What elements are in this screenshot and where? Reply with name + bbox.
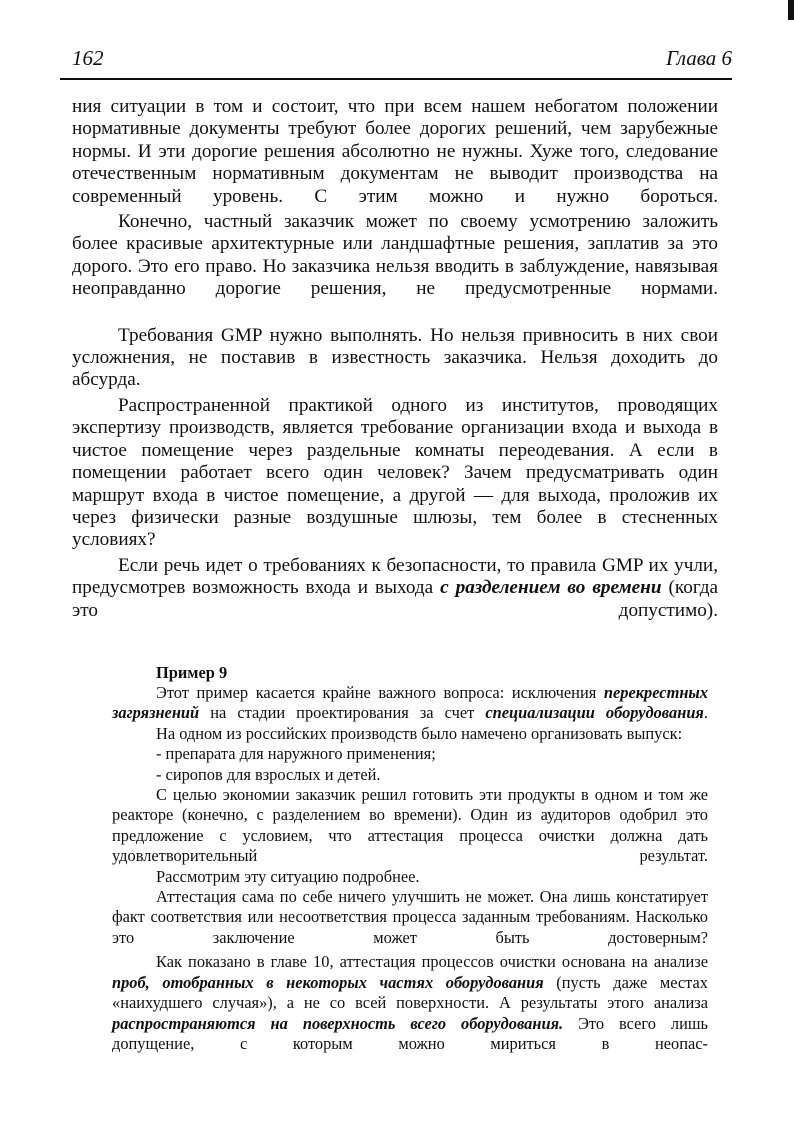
- paragraph: [112, 952, 708, 1054]
- text-run: Если речь идет о требованиях к безопасности, то правила GMP их учли, предусмотрев возможность входа и выхода: [72, 554, 718, 599]
- page-corner-mark: [788, 0, 794, 20]
- emphasis: с разделением во времени: [440, 577, 662, 599]
- header-divider: [60, 78, 732, 80]
- emphasis: перекрестных загрязнений: [112, 683, 708, 723]
- paragraph: [112, 683, 708, 724]
- example-title: Пример 9: [156, 663, 228, 682]
- paragraph: Аттестация сама по себе ничего улучшить не может. Она лишь констатирует факт соответствия или несоответствия процесса заданным требованиям. Насколько это заключение может быть достоверным?: [112, 887, 708, 947]
- text-run: (пусть даже местах «наихудшего случая»), а не со всей поверхности. А результаты этого анализа: [112, 972, 708, 1013]
- main-text: [72, 96, 718, 622]
- paragraph: С целью экономии заказчик решил готовить эти продукты в одном и том же реакторе (конечно, с разделением во времени). Один из аудиторов одобрил это предложение с условием, что аттестация процесса очистки должна дать удовлетворительный результат.: [112, 785, 708, 866]
- paragraph: ния ситуации в том и состоит, что при всем нашем небогатом положении нормативные документы требуют более дорогих решений, чем зарубежные нормы. И эти дорогие решения абсолютно не нужны. Хуже того, следование отечественным нормативным документам не выводит производства на современный уровень. С этим можно и нужно бороться.: [72, 96, 718, 207]
- paragraph: Требования GMP нужно выполнять. Но нельзя привносить в них свои усложнения, не поставив в известность заказчика. Нельзя доходить до абсурда.: [72, 324, 718, 391]
- text-run: .: [703, 703, 708, 723]
- paragraph: [72, 555, 718, 622]
- text-run: на стадии проектирования за счет: [199, 703, 486, 723]
- paragraph: На одном из российских производств было намечено организовать выпуск:: [156, 723, 683, 743]
- text-run: Это всего лишь допущение, с которым можно мириться в неопас-: [112, 1013, 708, 1053]
- text-run: (когда это допустимо).: [72, 577, 719, 621]
- running-header: [60, 46, 732, 82]
- emphasis: распространяются на поверхность всего оборудования.: [112, 1013, 564, 1033]
- text-run: Как показано в главе 10, аттестация процессов очистки основана на анализе: [156, 952, 708, 972]
- list-item: - препарата для наружного применения;: [156, 744, 436, 764]
- emphasis: специализации оборудования: [485, 703, 704, 723]
- example-box: [112, 662, 708, 1054]
- list-item: - сиропов для взрослых и детей.: [156, 764, 381, 784]
- chapter-title: Глава 6: [666, 46, 732, 70]
- paragraph: Конечно, частный заказчик может по своему усмотрению заложить более красивые архитектурные или ландшафтные решения, заплатив за это дорого. Это его право. Но заказчика нельзя вводить в заблуждение, навязывая неоправданно дорогие решения, не предусмотренные нормами.: [72, 211, 718, 300]
- emphasis: проб, отобранных в некоторых частях оборудования: [112, 972, 544, 992]
- page-number: 162: [72, 46, 104, 70]
- paragraph: Рассмотрим эту ситуацию подробнее.: [156, 866, 420, 886]
- text-run: Этот пример касается крайне важного вопроса: исключения: [156, 683, 604, 702]
- paragraph: Распространенной практикой одного из институтов, проводящих экспертизу производств, является требование организации входа и выхода в чистое помещение через раздельные комнаты переодевания. А если в помещении работает всего один человек? Зачем предусматривать один маршрут входа в чистое помещение, а другой — для выхода, проложив их через физически разные воздушные шлюзы, тем более в стесненных условиях?: [72, 394, 718, 551]
